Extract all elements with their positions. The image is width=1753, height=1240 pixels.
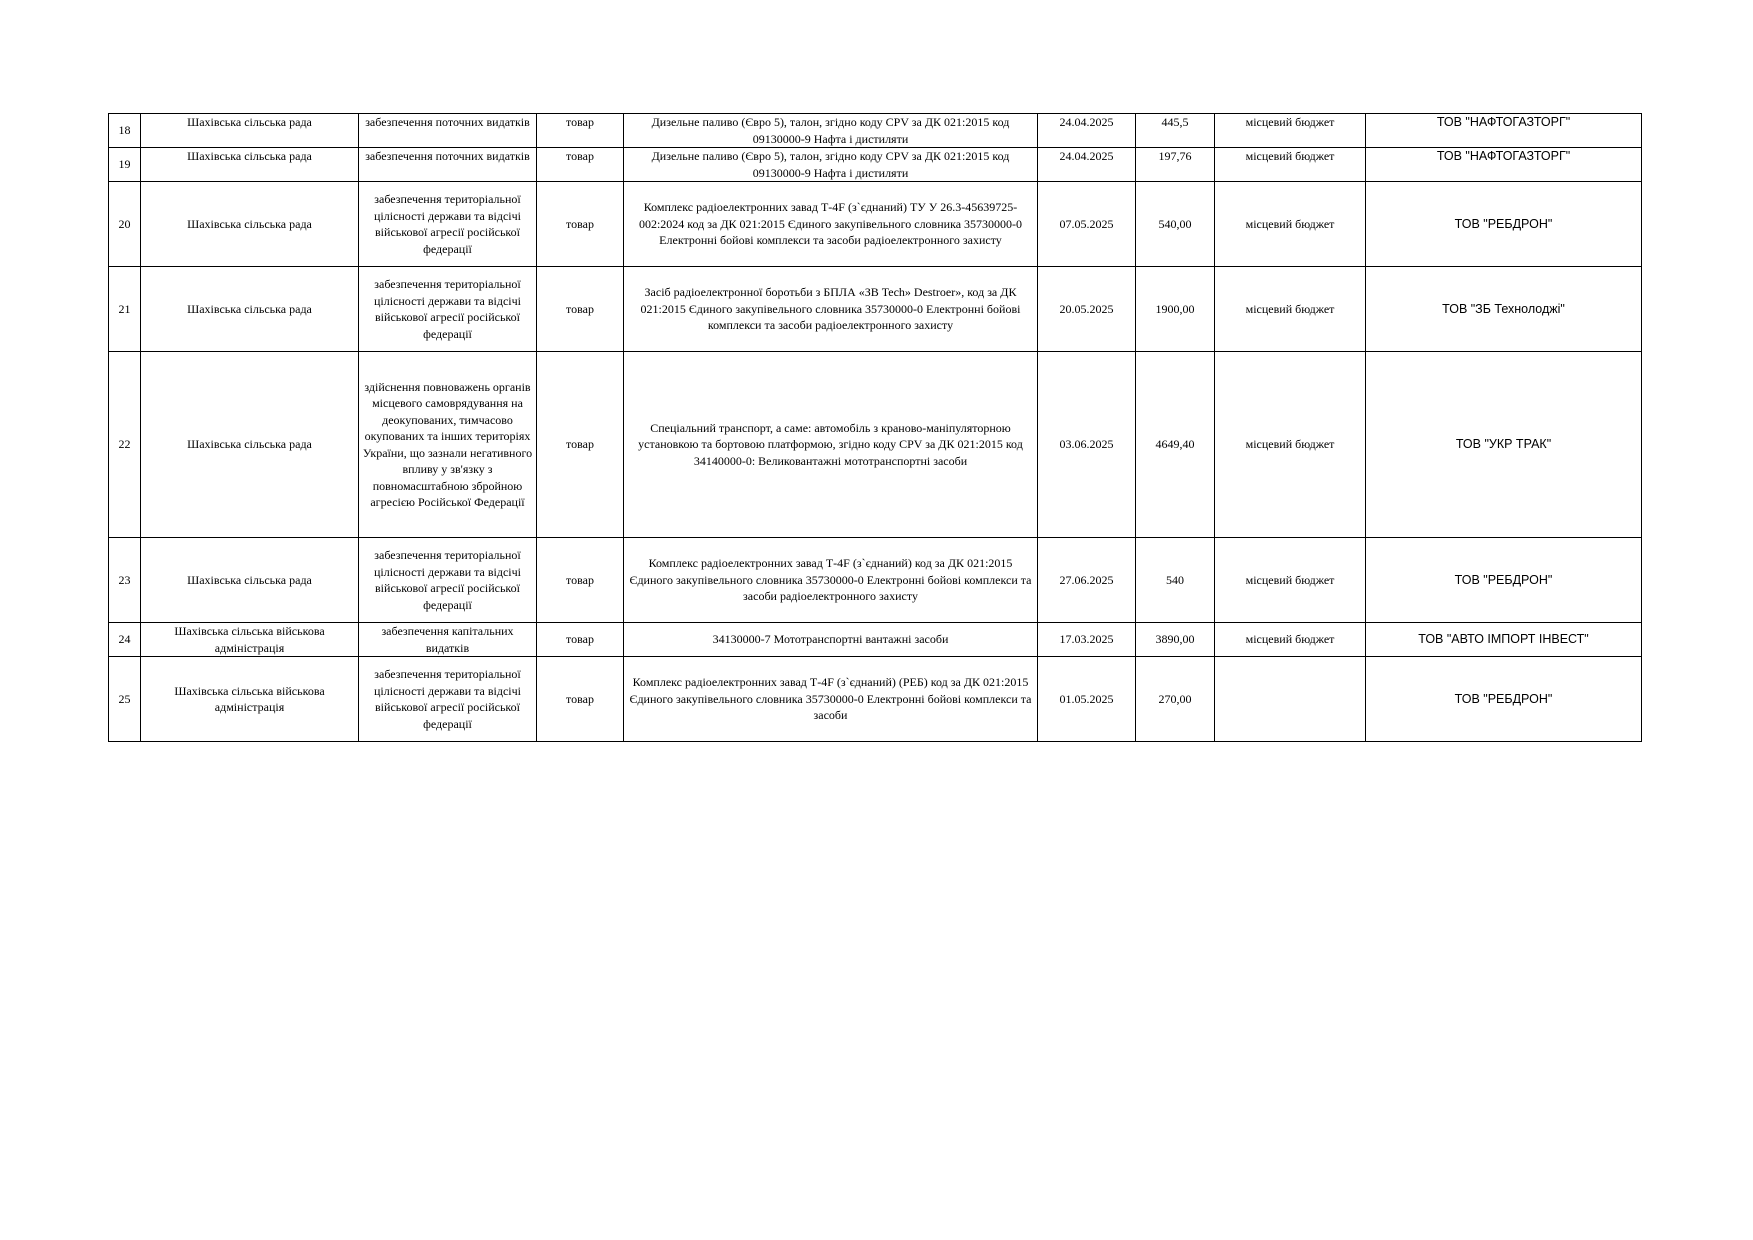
date-cell: 20.05.2025 <box>1038 267 1136 352</box>
row-number: 18 <box>109 114 141 148</box>
customer-cell: Шахівська сільська військова адміністрація <box>141 623 359 657</box>
table-row <box>109 352 1642 538</box>
type-cell: товар <box>537 352 624 538</box>
supplier-cell: ТОВ "НАФТОГАЗТОРГ" <box>1366 114 1642 148</box>
date-cell: 07.05.2025 <box>1038 182 1136 267</box>
supplier-cell: ТОВ "АВТО ІМПОРТ ІНВЕСТ" <box>1366 623 1642 657</box>
table-row <box>109 182 1642 267</box>
customer-cell: Шахівська сільська рада <box>141 538 359 623</box>
date-cell: 17.03.2025 <box>1038 623 1136 657</box>
row-number: 19 <box>109 148 141 182</box>
row-number: 22 <box>109 352 141 538</box>
amount-cell: 540 <box>1136 538 1215 623</box>
purpose-cell: забезпечення територіальної цілісності держави та відсічі військової агресії російської федерації <box>359 267 537 352</box>
type-cell: товар <box>537 657 624 742</box>
subject-cell: Дизельне паливо (Євро 5), талон, згідно коду CPV за ДК 021:2015 код 09130000-9 Нафта і дистиляти <box>624 148 1038 182</box>
supplier-cell: ТОВ "РЕБДРОН" <box>1366 657 1642 742</box>
customer-cell: Шахівська сільська рада <box>141 352 359 538</box>
source-cell: місцевий бюджет <box>1215 538 1366 623</box>
supplier-cell: ТОВ "УКР ТРАК" <box>1366 352 1642 538</box>
procurement-table <box>108 113 1642 742</box>
customer-cell: Шахівська сільська рада <box>141 182 359 267</box>
source-cell <box>1215 657 1366 742</box>
table-row <box>109 657 1642 742</box>
supplier-cell: ТОВ "НАФТОГАЗТОРГ" <box>1366 148 1642 182</box>
purpose-cell: забезпечення територіальної цілісності держави та відсічі військової агресії російської федерації <box>359 182 537 267</box>
row-number: 23 <box>109 538 141 623</box>
source-cell: місцевий бюджет <box>1215 148 1366 182</box>
table-row <box>109 538 1642 623</box>
amount-cell: 540,00 <box>1136 182 1215 267</box>
subject-cell: Комплекс радіоелектронних завад Т-4F (з`єднаний) ТУ У 26.3-45639725-002:2024 код за ДК 021:2015 Єдиного закупівельного словника 35730000-0 Електронні бойові комплекси та засоби радіоелектронного захисту <box>624 182 1038 267</box>
source-cell: місцевий бюджет <box>1215 267 1366 352</box>
row-number: 25 <box>109 657 141 742</box>
purpose-cell: здійснення повноважень органів місцевого самоврядування на деокупованих, тимчасово окупованих та інших територіях України, що зазнали негативного впливу у зв'язку з повномасштабною збройною агресією Російської Федерації <box>359 352 537 538</box>
purpose-cell: забезпечення поточних видатків <box>359 148 537 182</box>
type-cell: товар <box>537 267 624 352</box>
amount-cell: 197,76 <box>1136 148 1215 182</box>
type-cell: товар <box>537 148 624 182</box>
supplier-cell: ТОВ "ЗБ Технолоджі" <box>1366 267 1642 352</box>
date-cell: 27.06.2025 <box>1038 538 1136 623</box>
date-cell: 01.05.2025 <box>1038 657 1136 742</box>
purpose-cell: забезпечення територіальної цілісності держави та відсічі військової агресії російської федерації <box>359 657 537 742</box>
subject-cell: Дизельне паливо (Євро 5), талон, згідно коду CPV за ДК 021:2015 код 09130000-9 Нафта і дистиляти <box>624 114 1038 148</box>
source-cell: місцевий бюджет <box>1215 623 1366 657</box>
row-number: 21 <box>109 267 141 352</box>
table-row <box>109 114 1642 148</box>
table-row <box>109 148 1642 182</box>
customer-cell: Шахівська сільська рада <box>141 148 359 182</box>
customer-cell: Шахівська сільська рада <box>141 267 359 352</box>
type-cell: товар <box>537 114 624 148</box>
date-cell: 24.04.2025 <box>1038 148 1136 182</box>
row-number: 24 <box>109 623 141 657</box>
amount-cell: 270,00 <box>1136 657 1215 742</box>
date-cell: 24.04.2025 <box>1038 114 1136 148</box>
type-cell: товар <box>537 538 624 623</box>
purpose-cell: забезпечення поточних видатків <box>359 114 537 148</box>
purpose-cell: забезпечення капітальних видатків <box>359 623 537 657</box>
subject-cell: Засіб радіоелектронної боротьби з БПЛА «ЗВ Tech» Destroer», код за ДК 021:2015 Єдиного закупівельного словника 35730000-0 Електронні бойові комплекси та засоби радіоелектронного захисту <box>624 267 1038 352</box>
supplier-cell: ТОВ "РЕБДРОН" <box>1366 538 1642 623</box>
subject-cell: 34130000-7 Мототранспортні вантажні засоби <box>624 623 1038 657</box>
amount-cell: 4649,40 <box>1136 352 1215 538</box>
customer-cell: Шахівська сільська рада <box>141 114 359 148</box>
table-row <box>109 267 1642 352</box>
table-row <box>109 623 1642 657</box>
source-cell: місцевий бюджет <box>1215 182 1366 267</box>
date-cell: 03.06.2025 <box>1038 352 1136 538</box>
subject-cell: Комплекс радіоелектронних завад Т-4F (з`єднаний) код за ДК 021:2015 Єдиного закупівельного словника 35730000-0 Електронні бойові комплекси та засоби радіоелектронного захисту <box>624 538 1038 623</box>
amount-cell: 1900,00 <box>1136 267 1215 352</box>
amount-cell: 445,5 <box>1136 114 1215 148</box>
source-cell: місцевий бюджет <box>1215 114 1366 148</box>
supplier-cell: ТОВ "РЕБДРОН" <box>1366 182 1642 267</box>
customer-cell: Шахівська сільська військова адміністрація <box>141 657 359 742</box>
purpose-cell: забезпечення територіальної цілісності держави та відсічі військової агресії російської федерації <box>359 538 537 623</box>
type-cell: товар <box>537 182 624 267</box>
amount-cell: 3890,00 <box>1136 623 1215 657</box>
subject-cell: Комплекс радіоелектронних завад Т-4F (з`єднаний) (РЕБ) код за ДК 021:2015 Єдиного закупівельного словника 35730000-0 Електронні бойові комплекси та засоби <box>624 657 1038 742</box>
type-cell: товар <box>537 623 624 657</box>
subject-cell: Спеціальний транспорт, а саме: автомобіль з краново-маніпуляторною установкою та бортовою платформою, згідно коду CPV за ДК 021:2015 код 34140000-0: Великовантажні мототранспортні засоби <box>624 352 1038 538</box>
source-cell: місцевий бюджет <box>1215 352 1366 538</box>
row-number: 20 <box>109 182 141 267</box>
